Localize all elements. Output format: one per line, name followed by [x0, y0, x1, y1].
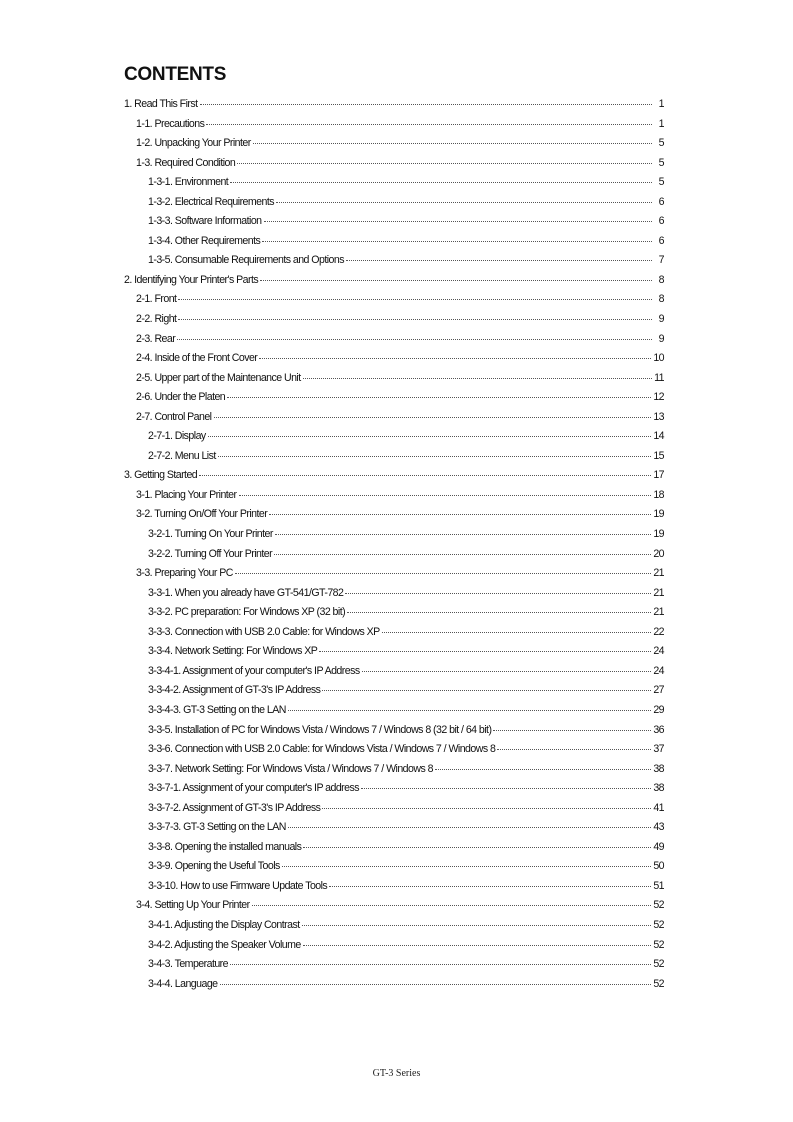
toc-entry-label: 1-3. Required Condition	[136, 156, 236, 169]
toc-entry-page-number: 41	[653, 801, 664, 814]
toc-entry-page-number: 8	[658, 273, 664, 286]
toc-entry-label: 2-2. Right	[136, 313, 177, 326]
toc-entry[interactable]	[124, 958, 664, 978]
toc-entry[interactable]	[124, 293, 664, 313]
toc-entry[interactable]	[124, 724, 664, 744]
dot-leader	[218, 456, 652, 457]
toc-entry-label: 3-3-7-2. Assignment of GT-3's IP Address	[148, 801, 321, 814]
toc-entry-label: 1-3-4. Other Requirements	[148, 234, 261, 247]
dot-leader	[322, 808, 651, 809]
toc-entry-label: 2-3. Rear	[136, 332, 176, 345]
toc-entry-page-number: 38	[653, 762, 664, 775]
toc-entry-label: 3-3-4-1. Assignment of your computer's IP Address	[148, 664, 360, 677]
toc-entry-page-number: 43	[653, 821, 664, 834]
dot-leader	[230, 964, 651, 965]
toc-entry[interactable]	[124, 567, 664, 587]
toc-entry-page-number: 6	[658, 215, 664, 228]
toc-entry[interactable]	[124, 684, 664, 704]
dot-leader	[200, 104, 652, 105]
toc-entry-label: 3-3-2. PC preparation: For Windows XP (32 bit)	[148, 606, 346, 619]
toc-entry-page-number: 27	[653, 684, 664, 697]
toc-entry-page-number: 12	[653, 391, 664, 404]
toc-entry-label: 3-2-2. Turning Off Your Printer	[148, 547, 273, 560]
dot-leader	[345, 593, 651, 594]
dot-leader	[319, 651, 651, 652]
toc-entry-page-number: 1	[658, 117, 664, 130]
dot-leader	[260, 280, 652, 281]
toc-entry-label: 2-7-2. Menu List	[148, 449, 216, 462]
dot-leader	[346, 260, 652, 261]
toc-entry[interactable]	[124, 372, 664, 392]
toc-entry-label: 1. Read This First	[124, 98, 198, 110]
toc-entry-label: 2. Identifying Your Printer's Parts	[124, 273, 259, 286]
toc-entry[interactable]	[124, 352, 664, 372]
toc-entry[interactable]	[124, 508, 664, 528]
page-footer: GT-3 Series	[372, 1068, 421, 1079]
toc-entry-page-number: 29	[653, 703, 664, 716]
page-title: CONTENTS	[124, 64, 227, 85]
dot-leader	[253, 143, 652, 144]
dot-leader	[264, 221, 652, 222]
toc-entry-page-number: 37	[653, 743, 664, 756]
toc-entry-page-number: 15	[653, 449, 664, 462]
toc-entry-page-number: 10	[653, 352, 664, 365]
toc-entry-label: 3-3-5. Installation of PC for Windows Vista / Windows 7 / Windows 8 (32 bit / 64 bit)	[148, 723, 492, 736]
dot-leader	[230, 182, 652, 183]
toc-entry-page-number: 24	[653, 645, 664, 658]
toc-entry-label: 1-2. Unpacking Your Printer	[136, 137, 251, 150]
toc-entry-page-number: 20	[653, 547, 664, 560]
toc-entry-label: 3-3-4-2. Assignment of GT-3's IP Address	[148, 684, 321, 697]
toc-entry-page-number: 5	[658, 156, 664, 169]
toc-entry-page-number: 52	[653, 977, 664, 990]
dot-leader	[252, 905, 652, 906]
toc-entry-page-number: 7	[658, 254, 664, 267]
toc-entry[interactable]	[124, 802, 664, 822]
toc-entry-label: 2-4. Inside of the Front Cover	[136, 352, 258, 365]
toc-entry-label: 3-3-7. Network Setting: For Windows Vista / Windows 7 / Windows 8	[148, 762, 433, 775]
table-of-contents	[124, 98, 664, 997]
toc-entry-page-number: 11	[654, 371, 664, 384]
toc-entry-page-number: 18	[653, 488, 664, 501]
toc-entry-page-number: 6	[658, 234, 664, 247]
toc-entry[interactable]	[124, 157, 664, 177]
toc-entry-label: 3-2. Turning On/Off Your Printer	[136, 508, 268, 521]
toc-entry[interactable]	[124, 333, 664, 353]
dot-leader	[237, 163, 652, 164]
toc-entry-label: 1-3-2. Electrical Requirements	[148, 195, 274, 208]
dot-leader	[220, 984, 652, 985]
toc-entry[interactable]	[124, 391, 664, 411]
toc-entry-page-number: 21	[653, 586, 664, 599]
toc-entry[interactable]	[124, 235, 664, 255]
toc-entry-page-number: 52	[653, 899, 664, 912]
dot-leader	[269, 514, 651, 515]
dot-leader	[239, 495, 652, 496]
toc-entry[interactable]	[124, 880, 664, 900]
toc-entry[interactable]	[124, 137, 664, 157]
toc-entry-page-number: 14	[653, 430, 664, 443]
dot-leader	[361, 788, 651, 789]
toc-entry-page-number: 9	[658, 332, 664, 345]
toc-entry[interactable]	[124, 860, 664, 880]
toc-entry-page-number: 49	[653, 840, 664, 853]
toc-entry-page-number: 52	[653, 918, 664, 931]
toc-entry-page-number: 9	[658, 313, 664, 326]
toc-entry-page-number: 51	[653, 879, 664, 892]
dot-leader	[382, 632, 652, 633]
toc-entry[interactable]	[124, 254, 664, 274]
toc-entry[interactable]	[124, 919, 664, 939]
dot-leader	[276, 202, 652, 203]
toc-entry[interactable]	[124, 196, 664, 216]
toc-entry-label: 1-3-5. Consumable Requirements and Options	[148, 254, 344, 267]
toc-entry-page-number: 52	[653, 958, 664, 971]
toc-entry[interactable]	[124, 118, 664, 138]
dot-leader	[493, 730, 651, 731]
toc-entry[interactable]	[124, 626, 664, 646]
toc-entry[interactable]	[124, 430, 664, 450]
toc-entry-label: 3-3-4. Network Setting: For Windows XP	[148, 645, 318, 658]
toc-entry[interactable]	[124, 215, 664, 235]
toc-entry-page-number: 6	[658, 195, 664, 208]
dot-leader	[288, 827, 651, 828]
toc-entry-page-number: 50	[653, 860, 664, 873]
toc-entry[interactable]	[124, 939, 664, 959]
toc-entry[interactable]	[124, 450, 664, 470]
toc-entry-label: 2-6. Under the Platen	[136, 391, 226, 404]
dot-leader	[206, 124, 652, 125]
toc-entry[interactable]	[124, 763, 664, 783]
dot-leader	[178, 319, 652, 320]
toc-entry-label: 3-3-6. Connection with USB 2.0 Cable: for Windows Vista / Windows 7 / Windows 8	[148, 743, 496, 756]
toc-entry-label: 2-5. Upper part of the Maintenance Unit	[136, 371, 301, 384]
toc-entry-page-number: 13	[653, 410, 664, 423]
toc-entry[interactable]	[124, 665, 664, 685]
toc-entry-label: 2-7. Control Panel	[136, 410, 212, 423]
dot-leader	[214, 417, 652, 418]
toc-entry[interactable]	[124, 489, 664, 509]
toc-entry-page-number: 19	[653, 528, 664, 541]
toc-entry[interactable]	[124, 606, 664, 626]
dot-leader	[282, 866, 652, 867]
toc-entry-page-number: 22	[653, 625, 664, 638]
dot-leader	[259, 358, 651, 359]
dot-leader	[329, 886, 651, 887]
dot-leader	[303, 945, 652, 946]
toc-entry-label: 2-1. Front	[136, 293, 177, 306]
toc-entry[interactable]	[124, 899, 664, 919]
toc-entry-label: 3. Getting Started	[124, 469, 198, 482]
toc-entry-page-number: 19	[653, 508, 664, 521]
toc-entry-label: 2-7-1. Display	[148, 430, 206, 443]
toc-entry-page-number: 8	[658, 293, 664, 306]
toc-entry-label: 3-4-2. Adjusting the Speaker Volume	[148, 938, 301, 951]
toc-entry-label: 1-3-1. Environment	[148, 176, 229, 189]
toc-entry-label: 3-3-8. Opening the installed manuals	[148, 840, 302, 853]
dot-leader	[435, 769, 651, 770]
dot-leader	[303, 378, 652, 379]
toc-entry-label: 1-3-3. Software Information	[148, 215, 262, 228]
toc-entry[interactable]	[124, 528, 664, 548]
toc-entry-label: 3-3-7-3. GT-3 Setting on the LAN	[148, 821, 286, 834]
toc-entry[interactable]	[124, 782, 664, 802]
dot-leader	[274, 554, 651, 555]
toc-entry-label: 3-3-4-3. GT-3 Setting on the LAN	[148, 703, 286, 716]
toc-entry[interactable]	[124, 978, 664, 998]
toc-entry-label: 3-4. Setting Up Your Printer	[136, 899, 250, 912]
toc-entry[interactable]	[124, 704, 664, 724]
toc-entry[interactable]	[124, 587, 664, 607]
toc-entry-page-number: 1	[658, 98, 664, 110]
dot-leader	[362, 671, 652, 672]
dot-leader	[275, 534, 651, 535]
toc-entry-label: 3-3-1. When you already have GT-541/GT-782	[148, 586, 344, 599]
dot-leader	[199, 475, 651, 476]
toc-entry[interactable]	[124, 176, 664, 196]
toc-entry[interactable]	[124, 469, 664, 489]
toc-entry-page-number: 52	[653, 938, 664, 951]
toc-entry-label: 3-3. Preparing Your PC	[136, 567, 233, 580]
toc-entry-page-number: 17	[653, 469, 664, 482]
toc-entry-label: 3-3-3. Connection with USB 2.0 Cable: for Windows XP	[148, 625, 380, 638]
toc-entry-label: 3-3-7-1. Assignment of your computer's IP address	[148, 782, 359, 795]
toc-entry-label: 1-1. Precautions	[136, 117, 205, 130]
toc-entry-page-number: 5	[658, 137, 664, 150]
toc-entry[interactable]	[124, 841, 664, 861]
toc-entry-page-number: 38	[653, 782, 664, 795]
dot-leader	[302, 925, 652, 926]
dot-leader	[262, 241, 652, 242]
toc-entry[interactable]	[124, 548, 664, 568]
toc-entry[interactable]	[124, 821, 664, 841]
toc-entry-label: 3-3-10. How to use Firmware Update Tools	[148, 879, 328, 892]
toc-entry-label: 3-4-4. Language	[148, 977, 218, 990]
toc-entry[interactable]	[124, 98, 664, 118]
dot-leader	[347, 612, 651, 613]
toc-entry[interactable]	[124, 411, 664, 431]
toc-entry-page-number: 21	[653, 567, 664, 580]
dot-leader	[235, 573, 651, 574]
toc-entry-label: 3-1. Placing Your Printer	[136, 488, 237, 501]
dot-leader	[227, 397, 651, 398]
toc-entry[interactable]	[124, 645, 664, 665]
dot-leader	[288, 710, 651, 711]
toc-entry-label: 3-2-1. Turning On Your Printer	[148, 528, 273, 541]
dot-leader	[322, 690, 651, 691]
toc-entry-page-number: 36	[653, 723, 664, 736]
toc-entry-page-number: 5	[658, 176, 664, 189]
toc-entry-label: 3-3-9. Opening the Useful Tools	[148, 860, 280, 873]
toc-entry[interactable]	[124, 313, 664, 333]
toc-entry[interactable]	[124, 274, 664, 294]
toc-entry-page-number: 24	[653, 664, 664, 677]
toc-entry[interactable]	[124, 743, 664, 763]
dot-leader	[178, 299, 652, 300]
dot-leader	[303, 847, 651, 848]
toc-entry-page-number: 21	[653, 606, 664, 619]
dot-leader	[497, 749, 651, 750]
dot-leader	[208, 436, 652, 437]
toc-entry-label: 3-4-3. Temperature	[148, 958, 228, 971]
dot-leader	[177, 339, 652, 340]
toc-entry-label: 3-4-1. Adjusting the Display Contrast	[148, 918, 300, 931]
